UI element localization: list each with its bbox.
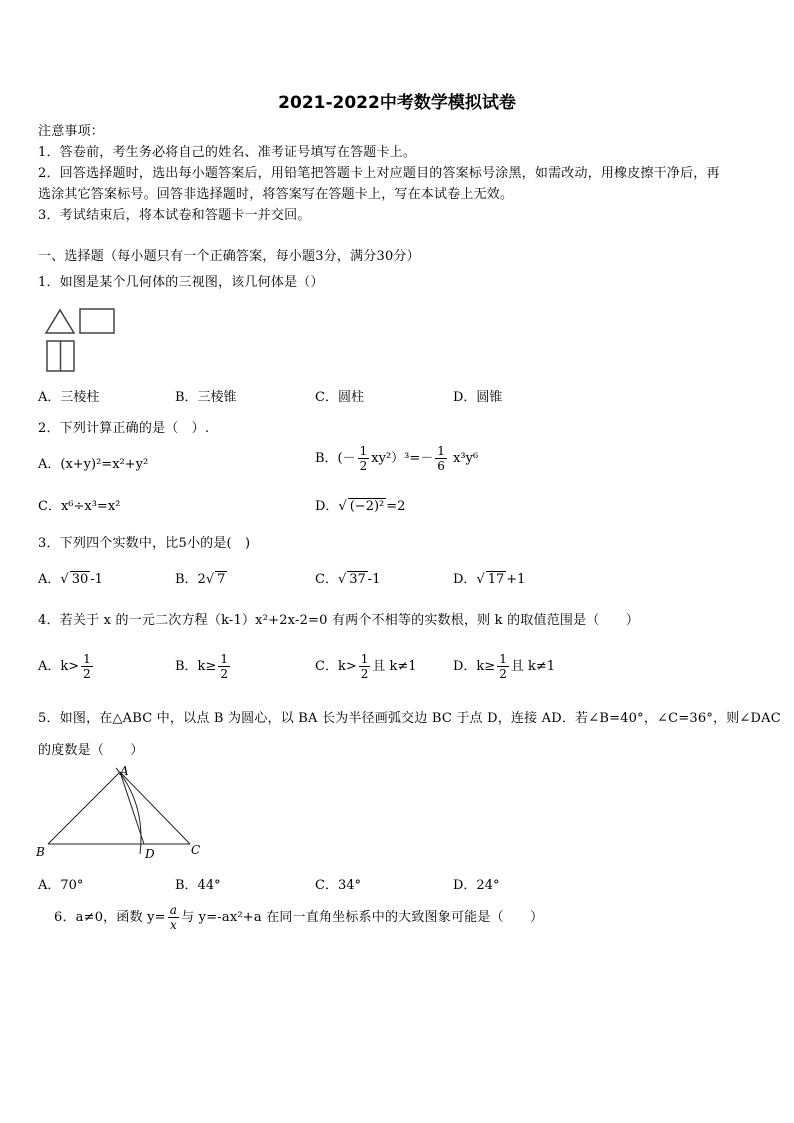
q3-a-radicand: 30 <box>71 572 89 587</box>
notice-item-1: 1．答卷前，考生务必将自己的姓名、准考证号填写在答题卡上。 <box>38 145 417 160</box>
triangle-abc-figure <box>34 764 214 864</box>
vertex-label-c: C <box>191 843 201 857</box>
q4-d-prefix: D．k≥ <box>453 659 496 674</box>
q1-option-c: C．圆柱 <box>315 390 364 405</box>
q3-d-prefix: D． <box>453 572 477 587</box>
q4-option-c <box>315 652 417 681</box>
notice-item-2a: 2．回答选择题时，选出每小题答案后，用铅笔把答题卡上对应题目的答案标号涂黑，如需改动，用橡皮擦干净后，再 <box>38 166 720 181</box>
q2-d-suffix: =2 <box>386 499 406 514</box>
notice-item-3: 3．考试结束后，将本试卷和答题卡一并交回。 <box>38 208 311 223</box>
q3-c-radicand: 37 <box>349 572 366 587</box>
q3-a-prefix: A． <box>38 572 61 587</box>
q4-c-numerator: 1 <box>360 652 369 666</box>
q2-option-a: A．(x+y)²=x²+y² <box>38 457 149 472</box>
section-heading: 一、选择题（每小题只有一个正确答案，每小题3分，满分30分） <box>38 249 420 264</box>
q4-d-fraction <box>497 652 509 681</box>
three-view-figure <box>44 307 124 377</box>
q4-c-denominator: 2 <box>360 667 369 681</box>
q2-option-c: C．x⁶÷x³=x² <box>38 499 121 514</box>
sqrt-symbol: √ <box>205 572 215 587</box>
q2-b-numerator-2: 1 <box>437 444 445 458</box>
q4-d-denominator: 2 <box>499 667 507 681</box>
notice-heading: 注意事项： <box>38 124 105 139</box>
q4-a-denominator: 2 <box>83 667 91 681</box>
q5-option-b: B．44° <box>175 878 221 893</box>
q4-d-numerator: 1 <box>499 652 507 666</box>
q2-option-b <box>315 444 478 473</box>
q3-d-suffix: +1 <box>506 572 526 587</box>
q5-option-d: D．24° <box>453 878 500 893</box>
side-ba <box>48 772 120 844</box>
q3-b-prefix: B．2 <box>175 572 206 587</box>
q4-b-fraction <box>218 652 230 681</box>
q3-option-a <box>38 568 103 587</box>
q3-stem: 3．下列四个实数中，比5小的是( ) <box>38 536 251 551</box>
q4-b-numerator: 1 <box>220 652 228 666</box>
q3-d-radicand: 17 <box>487 572 505 587</box>
q1-stem: 1．如图是某个几何体的三视图，该几何体是（） <box>38 275 324 290</box>
segment-ad <box>120 772 144 844</box>
q6-denominator: x <box>169 918 177 932</box>
front-view-triangle <box>46 310 74 333</box>
q4-option-a <box>38 652 95 681</box>
sqrt-symbol: √ <box>338 499 347 514</box>
q5-option-a: A．70° <box>38 878 84 893</box>
q6-prefix: 6．a≠0，函数 y= <box>54 910 166 925</box>
q3-a-suffix: -1 <box>90 572 103 587</box>
q2-b-middle: xy²）³=－ <box>371 451 434 466</box>
q4-option-d <box>453 652 555 681</box>
side-ac <box>120 772 190 844</box>
q4-c-prefix: C．k> <box>315 659 357 674</box>
q1-option-d: D．圆锥 <box>453 390 503 405</box>
q5-stem-a: 5．如图，在△ABC 中，以点 B 为圆心，以 BA 长为半径画弧交边 BC 于点 D，连接 AD．若∠B=40°，∠C=36°，则∠DAC <box>38 711 781 726</box>
q2-d-prefix: D． <box>315 499 339 514</box>
sqrt-symbol: √ <box>60 572 69 587</box>
vertex-label-b: B <box>36 845 45 859</box>
q1-option-a: A．三棱柱 <box>38 390 100 405</box>
q3-b-radicand: 7 <box>217 572 226 587</box>
q4-a-numerator: 1 <box>83 652 91 666</box>
q2-b-prefix: B．(－ <box>315 451 356 466</box>
sqrt-symbol: √ <box>476 572 485 587</box>
q5-stem-b: 的度数是（ ） <box>38 743 144 758</box>
q4-c-fraction <box>359 652 371 681</box>
q3-c-suffix: -1 <box>367 572 381 587</box>
q6-numerator: a <box>169 903 178 917</box>
q3-option-b <box>175 568 227 587</box>
sqrt-symbol: √ <box>337 572 347 587</box>
q2-b-fraction-1 <box>358 444 370 473</box>
notice-item-2b: 选涂其它答案标号。回答非选择题时，将答案写在答题卡上，写在本试卷上无效。 <box>38 187 514 202</box>
q6-stem <box>54 903 543 932</box>
q2-b-denominator-2: 6 <box>437 459 445 473</box>
q2-b-suffix: x³y⁶ <box>453 451 479 466</box>
q4-b-prefix: B．k≥ <box>175 659 217 674</box>
vertex-label-d: D <box>145 847 155 861</box>
q2-option-d <box>315 495 405 514</box>
q4-option-b <box>175 652 232 681</box>
q4-c-suffix: 且 k≠1 <box>372 659 417 674</box>
q4-stem: 4．若关于 x 的一元二次方程（k-1）x²+2x-2=0 有两个不相等的实数根，则 k 的取值范围是（ ） <box>38 613 640 628</box>
q6-suffix: 与 y=-ax²+a 在同一直角坐标系中的大致图象可能是（ ） <box>181 910 544 925</box>
q6-fraction <box>168 903 179 932</box>
q2-b-denominator-1: 2 <box>359 459 368 473</box>
q4-d-suffix: 且 k≠1 <box>510 659 556 674</box>
side-view-rectangle <box>80 309 114 333</box>
q1-option-b: B．三棱锥 <box>175 390 237 405</box>
q2-stem: 2．下列计算正确的是（ ）. <box>38 421 210 436</box>
page-title: 2021-2022中考数学模拟试卷 <box>278 93 516 113</box>
vertex-label-a: A <box>120 764 129 778</box>
q4-a-fraction <box>81 652 93 681</box>
q2-b-numerator-1: 1 <box>359 444 368 458</box>
q4-a-prefix: A．k> <box>38 659 80 674</box>
q3-option-c <box>315 568 380 587</box>
q4-b-denominator: 2 <box>220 667 228 681</box>
q5-option-c: C．34° <box>315 878 361 893</box>
q3-c-prefix: C． <box>315 572 338 587</box>
q3-option-d <box>453 568 525 587</box>
q2-d-radicand: (−2)² <box>349 499 385 514</box>
q2-b-fraction-2 <box>435 444 447 473</box>
